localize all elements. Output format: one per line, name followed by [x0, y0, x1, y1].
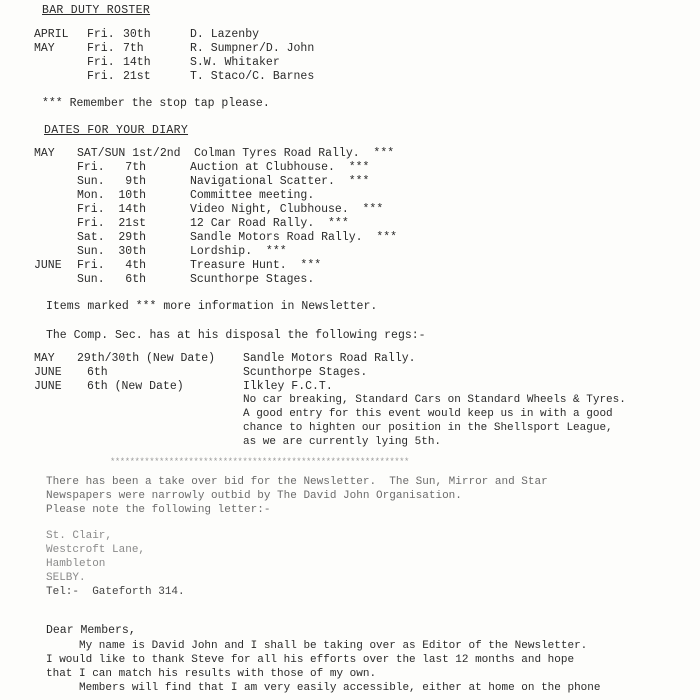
diary-when: Fri. 21st [77, 217, 147, 230]
diary-when: Sun. 6th [77, 273, 147, 286]
diary-when: Fri. 4th [77, 259, 147, 272]
diary-event: Navigational Scatter. *** [190, 175, 370, 188]
diary-when: Mon. 10th [77, 189, 147, 202]
regs-event: Ilkley F.C.T. [243, 380, 333, 393]
diary-event: Committee meeting. [190, 189, 315, 202]
diary-event: Lordship. *** [190, 245, 287, 258]
roster-names: S.W. Whitaker [190, 56, 280, 69]
roster-date: 30th [123, 28, 151, 41]
regs-date: 29th/30th (New Date) [77, 352, 216, 365]
address-line: Tel:- Gateforth 314. [46, 586, 185, 598]
address-line: St. Clair, [46, 530, 113, 542]
roster-names: T. Staco/C. Barnes [190, 70, 315, 83]
roster-month: APRIL [34, 28, 69, 41]
letter-salutation: Dear Members, [46, 624, 136, 637]
diary-when: Sun. 9th [77, 175, 147, 188]
takeover-line: There has been a take over bid for the Newsletter. The Sun, Mirror and Star [46, 476, 548, 488]
letter-line: that I can match his results with those of my own. [46, 668, 377, 680]
diary-event: Scunthorpe Stages. [190, 273, 315, 286]
diary-footnote: Items marked *** more information in Newsletter. [46, 300, 378, 313]
letter-line: I would like to thank Steve for all his efforts over the last 12 months and hope [46, 654, 575, 666]
roster-reminder: *** Remember the stop tap please. [42, 97, 270, 110]
takeover-line: Newspapers were narrowly outbid by The David John Organisation. [46, 490, 462, 502]
diary-when: SAT/SUN 1st/2nd [77, 147, 181, 160]
address-line: Hambleton [46, 558, 106, 570]
diary-month: JUNE [34, 259, 62, 272]
diary-event: Sandle Motors Road Rally. *** [190, 231, 398, 244]
roster-names: R. Sumpner/D. John [190, 42, 315, 55]
diary-event: 12 Car Road Rally. *** [190, 217, 349, 230]
regs-event: Scunthorpe Stages. [243, 366, 368, 379]
roster-date: 14th [123, 56, 151, 69]
roster-day: Fri. [87, 56, 115, 69]
comp-sec-intro: The Comp. Sec. has at his disposal the following regs:- [46, 329, 426, 342]
diary-event: Video Night, Clubhouse. *** [190, 203, 384, 216]
regs-month: MAY [34, 352, 55, 365]
roster-day: Fri. [87, 42, 115, 55]
address-line: SELBY. [46, 572, 86, 584]
regs-note: No car breaking, Standard Cars on Standard Wheels & Tyres. [243, 394, 626, 406]
roster-names: D. Lazenby [190, 28, 260, 41]
separator: ************************************************************* [110, 457, 409, 467]
diary-when: Sat. 29th [77, 231, 147, 244]
letter-line: Members will find that I am very easily accessible, either at home on the phone [46, 682, 601, 694]
regs-month: JUNE [34, 366, 62, 379]
roster-date: 21st [123, 70, 151, 83]
diary-event: Auction at Clubhouse. *** [190, 161, 370, 174]
diary-heading: DATES FOR YOUR DIARY [44, 124, 189, 137]
diary-event: Treasure Hunt. *** [190, 259, 322, 272]
roster-date: 7th [123, 42, 144, 55]
diary-when: Fri. 14th [77, 203, 147, 216]
diary-month: MAY [34, 147, 55, 160]
roster-day: Fri. [87, 70, 115, 83]
address-line: Westcroft Lane, [46, 544, 146, 556]
takeover-line: Please note the following letter:- [46, 504, 271, 516]
regs-note: as we are currently lying 5th. [243, 436, 442, 448]
roster-heading: BAR DUTY ROSTER [42, 4, 151, 17]
letter-line: My name is David John and I shall be taking over as Editor of the Newsletter. [46, 640, 588, 652]
diary-when: Sun. 30th [77, 245, 147, 258]
diary-when: Fri. 7th [77, 161, 147, 174]
diary-event: Colman Tyres Road Rally. *** [194, 147, 395, 160]
regs-note: chance to highten our position in the Shellsport League, [243, 422, 613, 434]
regs-event: Sandle Motors Road Rally. [243, 352, 416, 365]
regs-date: 6th (New Date) [87, 380, 184, 393]
regs-date: 6th [87, 366, 108, 379]
roster-day: Fri. [87, 28, 115, 41]
roster-month: MAY [34, 42, 55, 55]
regs-note: A good entry for this event would keep us in with a good [243, 408, 613, 420]
regs-month: JUNE [34, 380, 62, 393]
